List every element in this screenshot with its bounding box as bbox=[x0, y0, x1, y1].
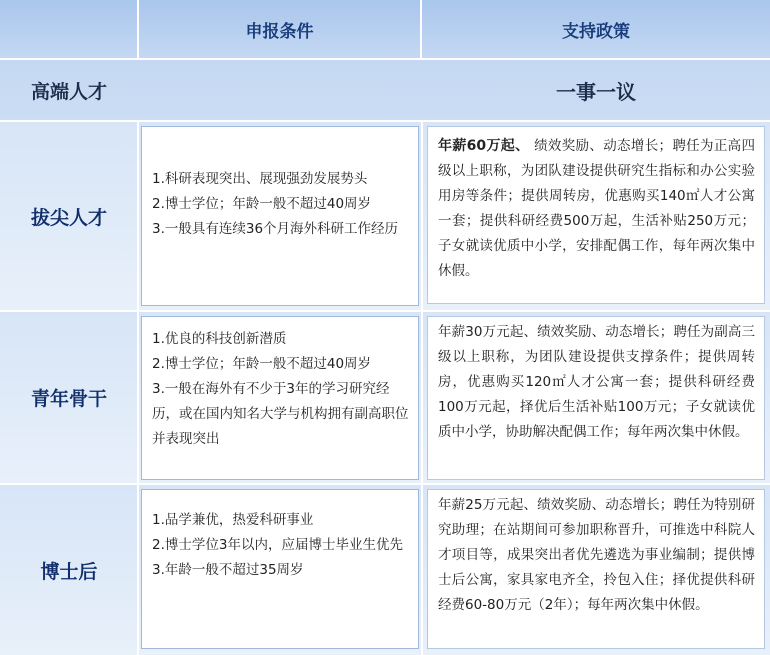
policy-text: 年薪25万元起、绩效奖励、动态增长；聘任为特别研究助理；在站期间可参加职称晋升，可推选中科院人才项目等，成果突出者优先遴选为事业编制；提供博士后公寓，家具家电齐全，拎包入住；择优提供科研经费60-80万元（2年）；每年两次集中休假。 bbox=[438, 497, 755, 613]
salary-highlight: 年薪60万起、 bbox=[438, 138, 530, 154]
conditions-young-backbone bbox=[141, 316, 419, 480]
condition-item: 3.年龄一般不超过35周岁 bbox=[152, 562, 304, 578]
conditions-top-notch bbox=[141, 126, 419, 306]
policy-postdoc bbox=[427, 489, 765, 649]
header-blank-cell bbox=[0, 0, 138, 58]
conditions-postdoc bbox=[141, 489, 419, 649]
policy-text: 年薪30万元起、绩效奖励、动态增长；聘任为副高三级以上职称，为团队建设提供支撑条件；提供周转房，优惠购买120㎡人才公寓一套；提供科研经费100万元起，择优后生活补贴100万元；子女就读优质中小学，协助解决配偶工作；每年两次集中休假。 bbox=[438, 324, 755, 440]
header-policy: 支持政策 bbox=[422, 0, 770, 58]
header-conditions: 申报条件 bbox=[139, 0, 420, 58]
category-postdoc: 博士后 bbox=[40, 560, 98, 583]
divider bbox=[137, 0, 139, 58]
condition-item: 3.一般具有连续36个月海外科研工作经历 bbox=[152, 221, 399, 237]
divider bbox=[0, 483, 770, 485]
condition-item: 3.一般在海外有不少于3年的学习研究经历，或在国内知名大学与机构拥有副高职位并表现突出 bbox=[152, 381, 409, 447]
condition-item: 2.博士学位；年龄一般不超过40周岁 bbox=[152, 196, 372, 212]
condition-item: 2.博士学位；年龄一般不超过40周岁 bbox=[152, 356, 372, 372]
divider bbox=[0, 58, 770, 60]
condition-item: 1.科研表现突出、展现强劲发展势头 bbox=[152, 171, 368, 187]
category-top-notch: 拔尖人才 bbox=[30, 206, 107, 229]
policy-young-backbone bbox=[427, 316, 765, 480]
divider bbox=[420, 0, 422, 58]
policy-top-notch bbox=[427, 126, 765, 304]
condition-item: 1.优良的科技创新潜质 bbox=[152, 331, 287, 347]
policy-case-by-case: 一事一议 bbox=[556, 79, 636, 104]
condition-item: 1.品学兼优，热爱科研事业 bbox=[152, 512, 314, 528]
category-young-backbone: 青年骨干 bbox=[30, 388, 107, 410]
policy-text: 绩效奖励、动态增长；聘任为正高四级以上职称，为团队建设提供研究生指标和办公实验用房等条件；提供周转房，优惠购买140㎡人才公寓一套；提供科研经费500万起，生活补贴250万元；子女就读优质中小学，安排配偶工作，每年两次集中休假。 bbox=[438, 138, 755, 279]
divider bbox=[0, 310, 770, 312]
divider bbox=[421, 122, 423, 655]
divider bbox=[137, 122, 139, 655]
category-top-talent: 高端人才 bbox=[30, 80, 107, 103]
condition-item: 2.博士学位3年以内，应届博士毕业生优先 bbox=[152, 537, 403, 553]
divider bbox=[0, 120, 770, 122]
